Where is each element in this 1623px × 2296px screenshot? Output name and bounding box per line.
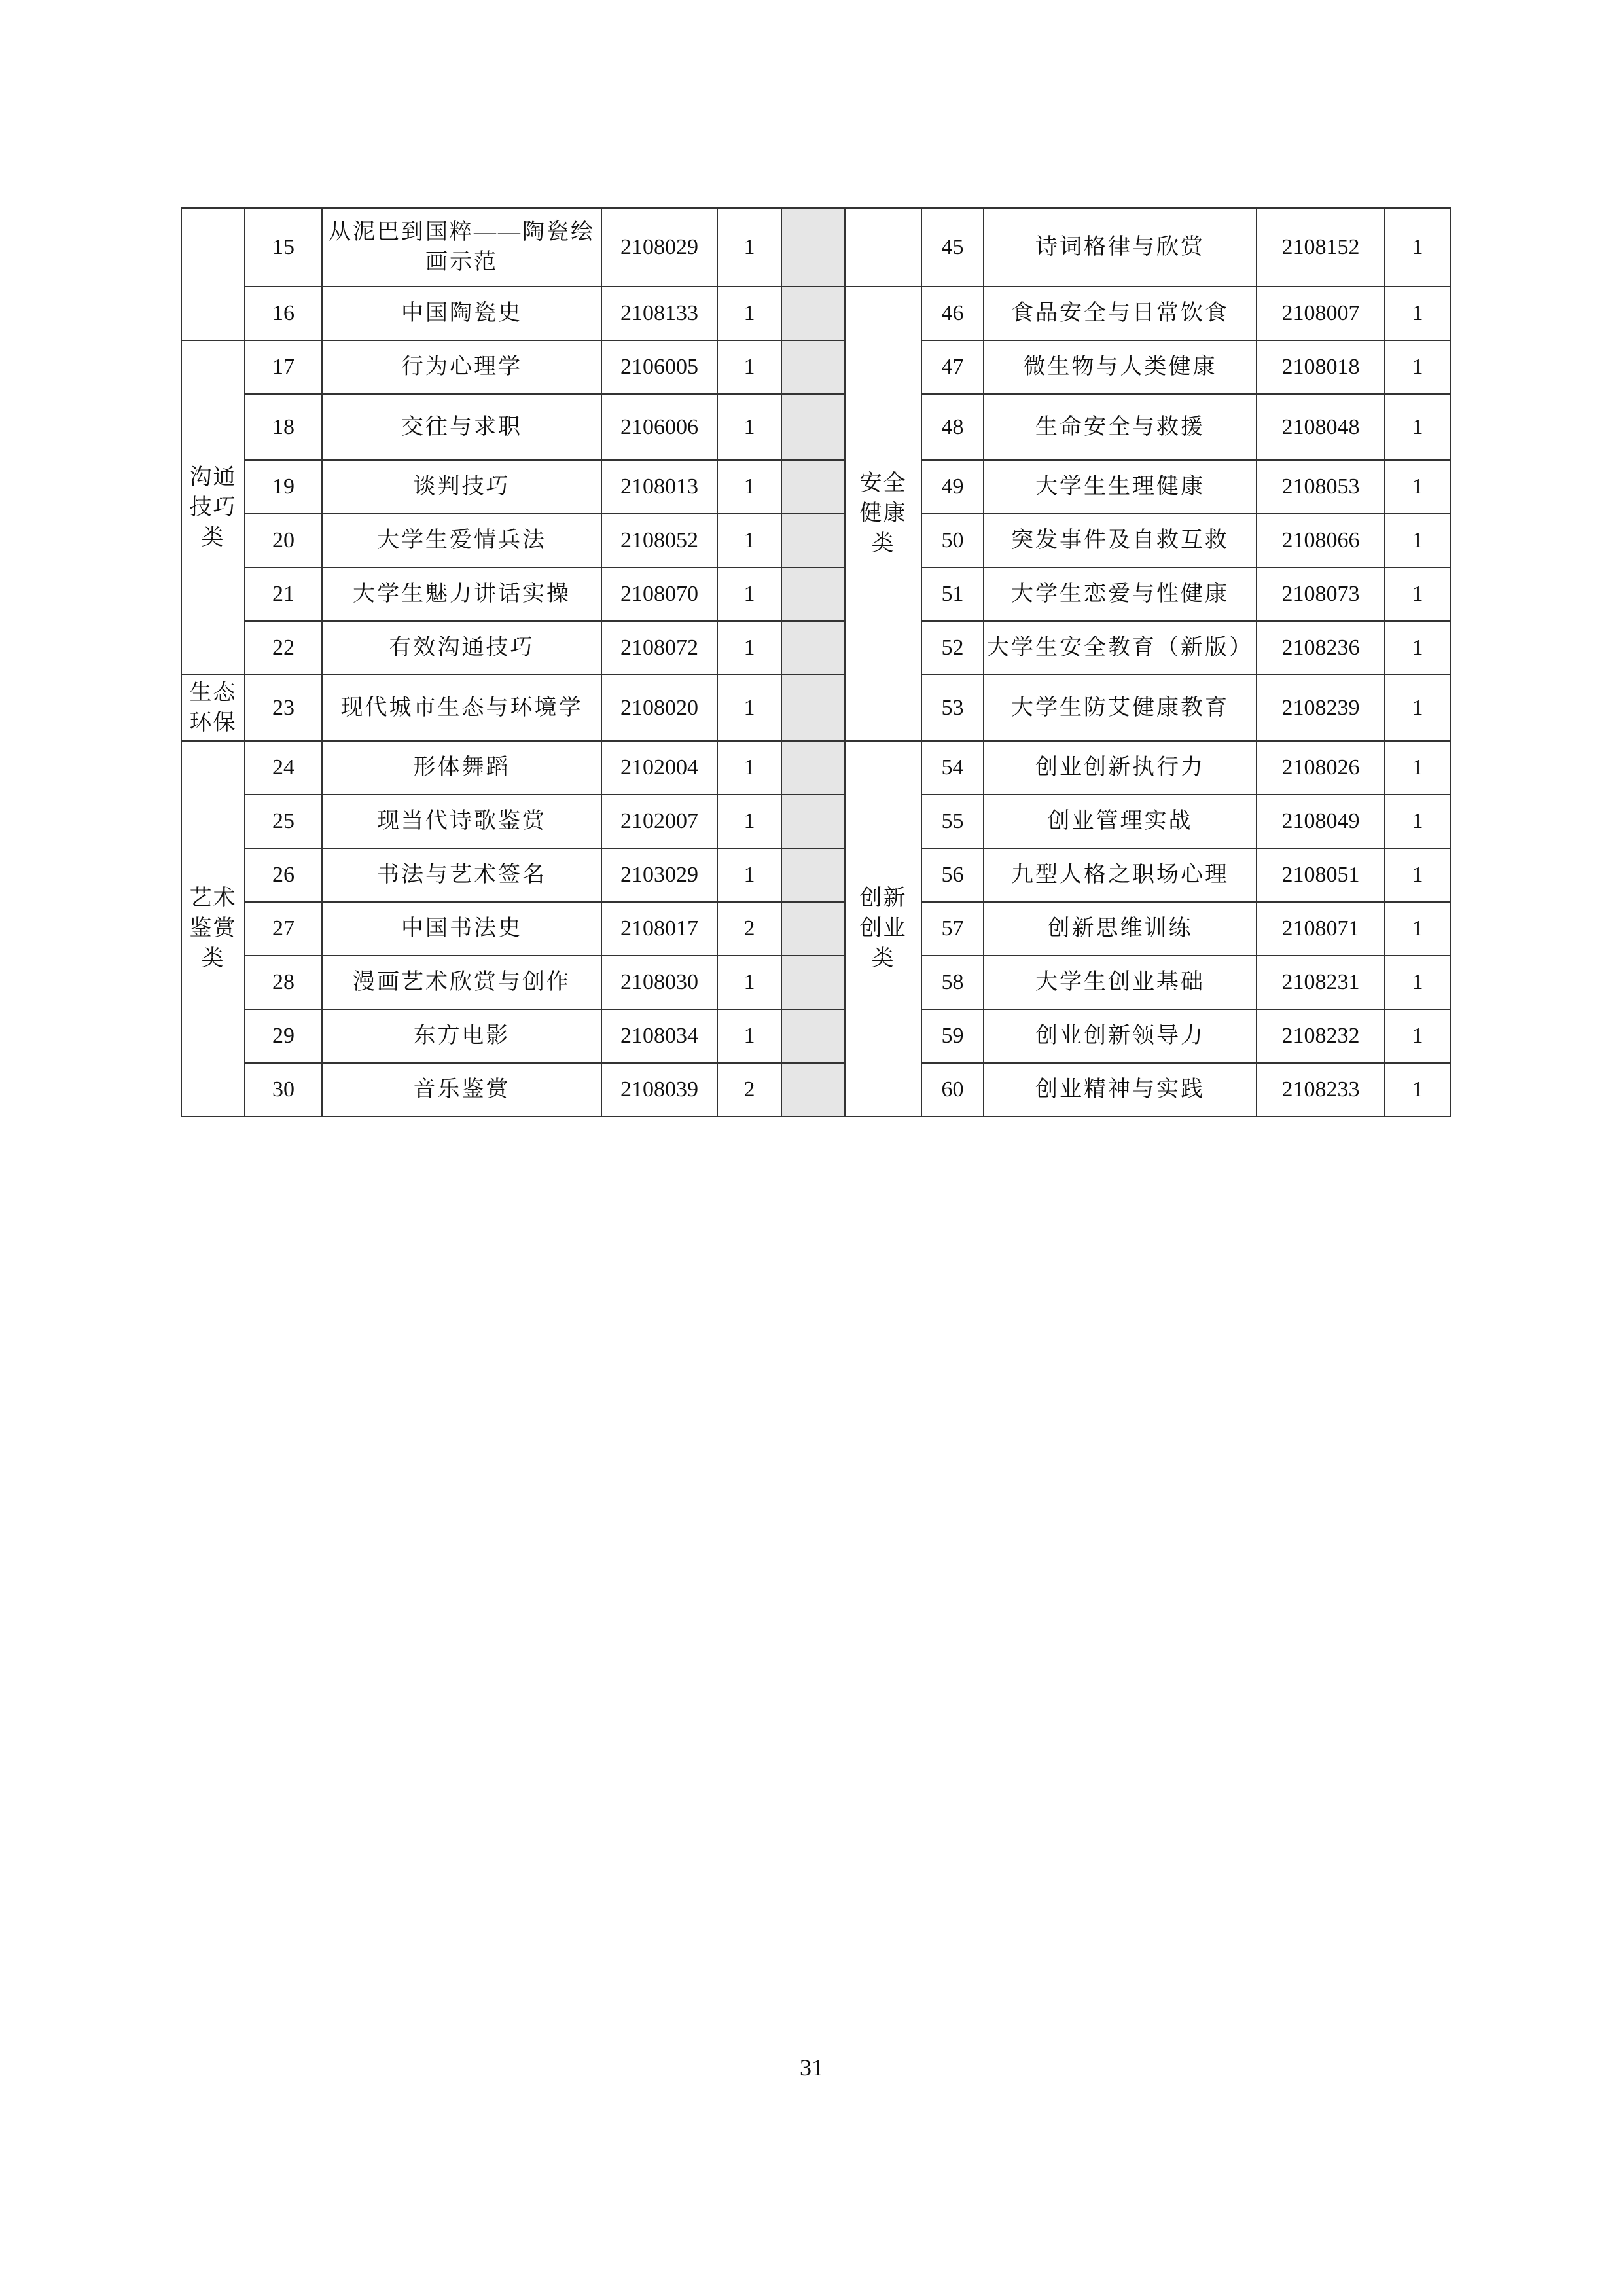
gap-cell [781,621,845,675]
right-seq-cell: 55 [921,795,984,848]
left-credit-cell: 1 [717,460,781,514]
right-course-name-cell: 创业创新执行力 [984,741,1257,795]
right-credit-cell: 1 [1385,956,1450,1009]
left-seq-cell: 27 [245,902,322,956]
right-seq-cell: 52 [921,621,984,675]
left-seq-cell: 19 [245,460,322,514]
left-course-name-cell: 现当代诗歌鉴赏 [322,795,601,848]
left-course-code-cell: 2106005 [601,340,717,394]
table-row [181,340,1450,394]
table-row [181,1009,1450,1063]
left-seq-cell: 30 [245,1063,322,1117]
right-credit-cell: 1 [1385,795,1450,848]
right-course-code-cell: 2108048 [1257,394,1385,460]
left-course-name-cell: 大学生爱情兵法 [322,514,601,567]
left-course-name-cell: 音乐鉴赏 [322,1063,601,1117]
course-table [181,207,1451,1117]
left-course-code-cell: 2102007 [601,795,717,848]
table-row [181,1063,1450,1117]
left-course-name-cell: 东方电影 [322,1009,601,1063]
right-course-name-cell: 大学生创业基础 [984,956,1257,1009]
right-credit-cell: 1 [1385,741,1450,795]
left-course-code-cell: 2108034 [601,1009,717,1063]
table-row [181,956,1450,1009]
right-credit-cell: 1 [1385,621,1450,675]
gap-cell [781,675,845,741]
left-credit-cell: 1 [717,340,781,394]
left-course-code-cell: 2108052 [601,514,717,567]
left-course-code-cell: 2108020 [601,675,717,741]
left-credit-cell: 1 [717,675,781,741]
gap-cell [781,848,845,902]
right-course-name-cell: 诗词格律与欣赏 [984,208,1257,287]
right-seq-cell: 48 [921,394,984,460]
table-row [181,208,1450,287]
right-course-name-cell: 创业管理实战 [984,795,1257,848]
table-row [181,741,1450,795]
left-course-code-cell: 2102004 [601,741,717,795]
right-course-code-cell: 2108152 [1257,208,1385,287]
right-course-name-cell: 大学生生理健康 [984,460,1257,514]
right-course-code-cell: 2108231 [1257,956,1385,1009]
right-course-code-cell: 2108232 [1257,1009,1385,1063]
table-row [181,287,1450,340]
gap-cell [781,741,845,795]
right-seq-cell: 58 [921,956,984,1009]
right-seq-cell: 47 [921,340,984,394]
right-seq-cell: 59 [921,1009,984,1063]
right-course-code-cell: 2108018 [1257,340,1385,394]
left-credit-cell: 1 [717,741,781,795]
gap-cell [781,795,845,848]
left-course-name-cell: 中国陶瓷史 [322,287,601,340]
right-course-code-cell: 2108239 [1257,675,1385,741]
left-course-name-cell: 形体舞蹈 [322,741,601,795]
right-seq-cell: 45 [921,208,984,287]
right-course-name-cell: 微生物与人类健康 [984,340,1257,394]
right-course-code-cell: 2108071 [1257,902,1385,956]
left-category-cell: 生态环保 [181,675,245,741]
left-credit-cell: 2 [717,902,781,956]
right-course-code-cell: 2108007 [1257,287,1385,340]
right-course-code-cell: 2108053 [1257,460,1385,514]
right-credit-cell: 1 [1385,514,1450,567]
gap-cell [781,902,845,956]
gap-cell [781,567,845,621]
right-course-name-cell: 创新思维训练 [984,902,1257,956]
gap-cell [781,956,845,1009]
left-seq-cell: 28 [245,956,322,1009]
left-seq-cell: 25 [245,795,322,848]
left-seq-cell: 17 [245,340,322,394]
right-course-code-cell: 2108051 [1257,848,1385,902]
right-credit-cell: 1 [1385,460,1450,514]
right-course-name-cell: 创业精神与实践 [984,1063,1257,1117]
gap-cell [781,1009,845,1063]
left-credit-cell: 1 [717,208,781,287]
right-course-name-cell: 大学生防艾健康教育 [984,675,1257,741]
right-category-cell: 安全健康类 [845,287,921,741]
table-row [181,795,1450,848]
left-credit-cell: 1 [717,1009,781,1063]
left-course-name-cell: 谈判技巧 [322,460,601,514]
table-row [181,675,1450,741]
table-row [181,394,1450,460]
right-credit-cell: 1 [1385,902,1450,956]
right-seq-cell: 49 [921,460,984,514]
left-seq-cell: 26 [245,848,322,902]
left-course-code-cell: 2108133 [601,287,717,340]
right-credit-cell: 1 [1385,848,1450,902]
right-course-code-cell: 2108073 [1257,567,1385,621]
right-credit-cell: 1 [1385,394,1450,460]
right-course-code-cell: 2108236 [1257,621,1385,675]
left-course-name-cell: 行为心理学 [322,340,601,394]
left-course-code-cell: 2108013 [601,460,717,514]
left-course-code-cell: 2103029 [601,848,717,902]
right-credit-cell: 1 [1385,675,1450,741]
right-credit-cell: 1 [1385,208,1450,287]
right-category-cell [845,208,921,287]
left-credit-cell: 1 [717,795,781,848]
left-course-name-cell: 现代城市生态与环境学 [322,675,601,741]
right-course-name-cell: 突发事件及自救互救 [984,514,1257,567]
right-course-name-cell: 大学生恋爱与性健康 [984,567,1257,621]
left-course-code-cell: 2106006 [601,394,717,460]
right-seq-cell: 50 [921,514,984,567]
table-body [181,208,1450,1117]
left-seq-cell: 18 [245,394,322,460]
gap-cell [781,514,845,567]
left-credit-cell: 1 [717,848,781,902]
left-seq-cell: 20 [245,514,322,567]
left-credit-cell: 2 [717,1063,781,1117]
left-course-name-cell: 中国书法史 [322,902,601,956]
right-course-code-cell: 2108049 [1257,795,1385,848]
right-credit-cell: 1 [1385,1063,1450,1117]
left-category-cell: 沟通技巧类 [181,340,245,675]
right-seq-cell: 60 [921,1063,984,1117]
right-seq-cell: 51 [921,567,984,621]
page-number: 31 [800,2054,823,2081]
left-category-cell: 艺术鉴赏类 [181,741,245,1117]
left-seq-cell: 23 [245,675,322,741]
right-course-code-cell: 2108233 [1257,1063,1385,1117]
table-row [181,567,1450,621]
gap-cell [781,208,845,287]
right-credit-cell: 1 [1385,567,1450,621]
gap-cell [781,1063,845,1117]
right-course-name-cell: 九型人格之职场心理 [984,848,1257,902]
left-course-code-cell: 2108039 [601,1063,717,1117]
right-course-name-cell: 创业创新领导力 [984,1009,1257,1063]
left-credit-cell: 1 [717,514,781,567]
right-course-name-cell: 生命安全与救援 [984,394,1257,460]
left-category-cell [181,208,245,340]
table-row [181,848,1450,902]
table-row [181,621,1450,675]
right-course-name-cell: 食品安全与日常饮食 [984,287,1257,340]
left-credit-cell: 1 [717,567,781,621]
left-course-name-cell: 漫画艺术欣赏与创作 [322,956,601,1009]
left-seq-cell: 16 [245,287,322,340]
left-course-name-cell: 大学生魅力讲话实操 [322,567,601,621]
left-credit-cell: 1 [717,287,781,340]
left-credit-cell: 1 [717,956,781,1009]
left-seq-cell: 22 [245,621,322,675]
right-seq-cell: 46 [921,287,984,340]
gap-cell [781,340,845,394]
left-course-code-cell: 2108072 [601,621,717,675]
table-row [181,902,1450,956]
right-credit-cell: 1 [1385,287,1450,340]
left-course-name-cell: 从泥巴到国粹——陶瓷绘画示范 [322,208,601,287]
right-seq-cell: 57 [921,902,984,956]
gap-cell [781,287,845,340]
left-course-code-cell: 2108017 [601,902,717,956]
table-row [181,460,1450,514]
gap-cell [781,460,845,514]
left-seq-cell: 15 [245,208,322,287]
left-course-code-cell: 2108029 [601,208,717,287]
right-seq-cell: 56 [921,848,984,902]
gap-cell [781,394,845,460]
right-category-cell: 创新创业类 [845,741,921,1117]
left-course-name-cell: 书法与艺术签名 [322,848,601,902]
left-seq-cell: 29 [245,1009,322,1063]
right-credit-cell: 1 [1385,340,1450,394]
right-course-code-cell: 2108026 [1257,741,1385,795]
right-course-code-cell: 2108066 [1257,514,1385,567]
right-seq-cell: 54 [921,741,984,795]
left-credit-cell: 1 [717,394,781,460]
left-seq-cell: 24 [245,741,322,795]
right-credit-cell: 1 [1385,1009,1450,1063]
left-seq-cell: 21 [245,567,322,621]
left-course-name-cell: 交往与求职 [322,394,601,460]
right-course-name-cell: 大学生安全教育（新版） [984,621,1257,675]
left-course-code-cell: 2108070 [601,567,717,621]
left-credit-cell: 1 [717,621,781,675]
left-course-code-cell: 2108030 [601,956,717,1009]
left-course-name-cell: 有效沟通技巧 [322,621,601,675]
right-seq-cell: 53 [921,675,984,741]
table-row [181,514,1450,567]
